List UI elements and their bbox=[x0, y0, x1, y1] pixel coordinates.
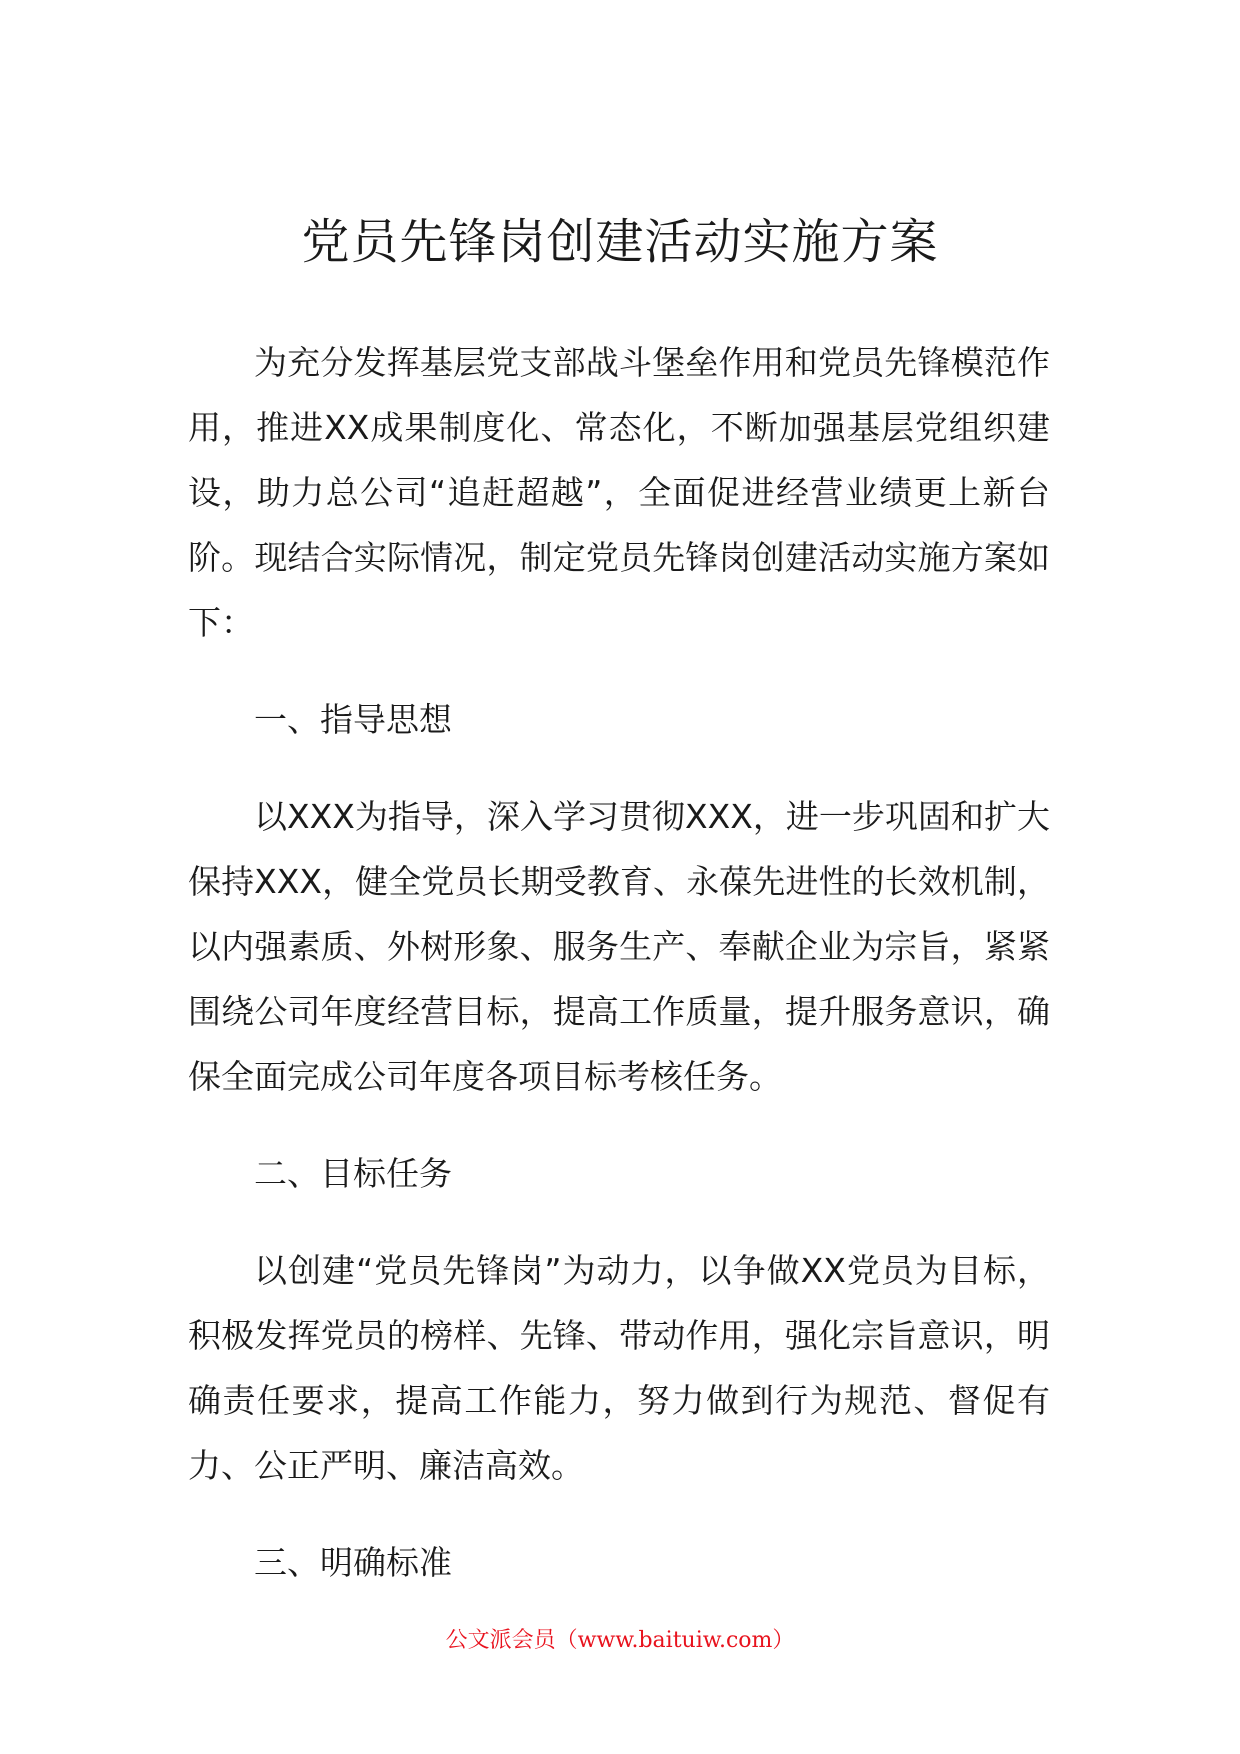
spacer bbox=[188, 1109, 1050, 1141]
spacer bbox=[188, 1206, 1050, 1238]
section-paragraph-guiding-ideology: 以XXX为指导，深入学习贯彻XXX，进一步巩固和扩大保持XXX，健全党员长期受教育、永葆先进性的长效机制，以内强素质、外树形象、服务生产、奉献企业为宗旨，紧紧围绕公司年度经营目标，提高工作质量，提升服务意识，确保全面完成公司年度各项目标考核任务。 bbox=[188, 797, 1050, 1096]
spacer bbox=[188, 655, 1050, 687]
footer-watermark: 公文派会员（www.baituiw.com） bbox=[445, 1628, 795, 1653]
spacer bbox=[188, 752, 1050, 784]
intro-paragraph: 为充分发挥基层党支部战斗堡垒作用和党员先锋模范作用，推进XX成果制度化、常态化，不断加强基层党组织建设，助力总公司“追赶超越”，全面促进经营业绩更上新台阶。现结合实际情况，制定党员先锋岗创建活动实施方案如下： bbox=[188, 343, 1050, 642]
document-body bbox=[188, 330, 1050, 1595]
document-title: 党员先锋岗创建活动实施方案 bbox=[301, 214, 939, 270]
section-paragraph-goals: 以创建“党员先锋岗”为动力，以争做XX党员为目标，积极发挥党员的榜样、先锋、带动作用，强化宗旨意识，明确责任要求，提高工作能力，努力做到行为规范、督促有力、公正严明、廉洁高效。 bbox=[188, 1251, 1050, 1485]
section-heading-goals: 二、目标任务 bbox=[254, 1154, 452, 1193]
section-heading-guiding-ideology: 一、指导思想 bbox=[254, 700, 452, 739]
section-heading-standards: 三、明确标准 bbox=[254, 1543, 452, 1582]
spacer bbox=[188, 1498, 1050, 1530]
